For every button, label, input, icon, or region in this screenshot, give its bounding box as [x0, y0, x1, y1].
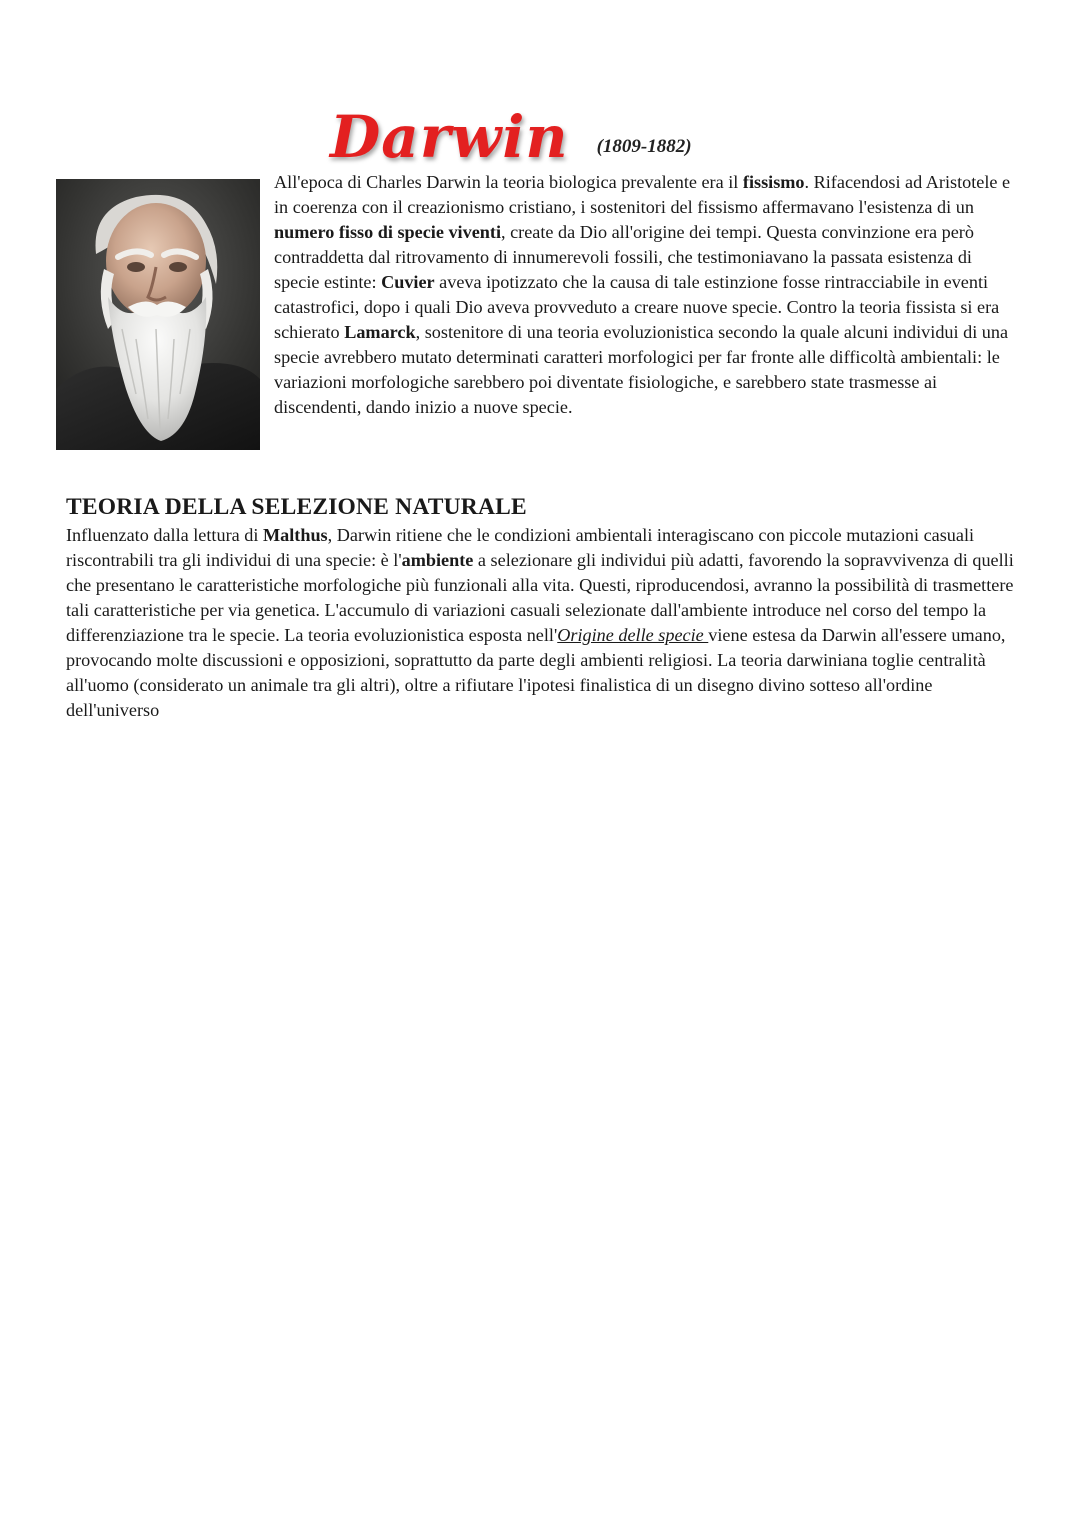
life-dates: (1809-1882) — [596, 136, 692, 157]
page-title: Darwin — [330, 103, 569, 171]
page-header — [330, 86, 692, 171]
intro-paragraph — [274, 170, 1016, 420]
section-text: Influenzato dalla lettura di — [66, 525, 263, 545]
term-malthus: Malthus — [262, 525, 328, 545]
intro-text: . Rifacendosi ad Aristotele e in coerenza con il creazionismo cristiano, i sostenitori del fissismo affermavano l'esistenza di un — [274, 172, 1011, 217]
term-cuvier: Cuvier — [381, 272, 435, 292]
book-title-link[interactable]: Origine delle specie — [557, 625, 709, 645]
intro-text: , sostenitore di una teoria evoluzionistica secondo la quale alcuni individui di una specie avrebbero mutato determinati caratteri morfologici per far fronte alle difficoltà ambientali: le variazioni morfologiche sarebbero poi diventate fisiologiche, e sarebbero state trasmesse ai discendenti, dando inizio a nuove specie. — [274, 322, 1009, 417]
darwin-portrait-image — [56, 179, 260, 450]
section-paragraph — [66, 523, 1026, 723]
section-text: a selezionare gli individui più adatti, favorendo la sopravvivenza di quelli che presentano le caratteristiche morfologiche più funzionali alla vita. Questi, riproducendosi, avranno la possibilità di trasmettere tali caratteristiche per via genetica. L'accumulo di variazioni casuali selezionate dall'ambiente introduce nel corso del tempo la differenziazione tra le specie. La teoria evoluzionistica esposta nell' — [66, 550, 1014, 645]
term-fissismo: fissismo — [742, 172, 805, 192]
intro-text: aveva ipotizzato che la causa di tale estinzione fosse rintracciabile in eventi catastrofici, dopo i quali Dio aveva provveduto a creare nuove specie. Contro la teoria fissista si era schierato — [274, 272, 1000, 342]
term-ambiente: ambiente — [401, 550, 474, 570]
intro-text: All'epoca di Charles Darwin la teoria biologica prevalente era il — [274, 172, 743, 192]
section-text: , Darwin ritiene che le condizioni ambientali interagiscano con piccole mutazioni casuali riscontrabili tra gli individui di una specie: è l' — [66, 525, 975, 570]
section-heading: TEORIA DELLA SELEZIONE NATURALE — [66, 494, 527, 520]
term-numero-fisso: numero fisso di specie viventi — [274, 222, 502, 242]
section-text: viene estesa da Darwin all'essere umano, provocando molte discussioni e opposizioni, soprattutto da parte degli ambienti religiosi. La teoria darwiniana toglie centralità all'uomo (considerato un animale tra gli altri), oltre a rifiutare l'ipotesi finalistica di un disegno divino sotteso all'ordine dell'universo — [66, 625, 1006, 720]
intro-text: , create da Dio all'origine dei tempi. Questa convinzione era però contraddetta dal ritrovamento di innumerevoli fossili, che testimoniavano la passata esistenza di specie estinte: — [274, 222, 974, 292]
term-lamarck: Lamarck — [344, 322, 416, 342]
